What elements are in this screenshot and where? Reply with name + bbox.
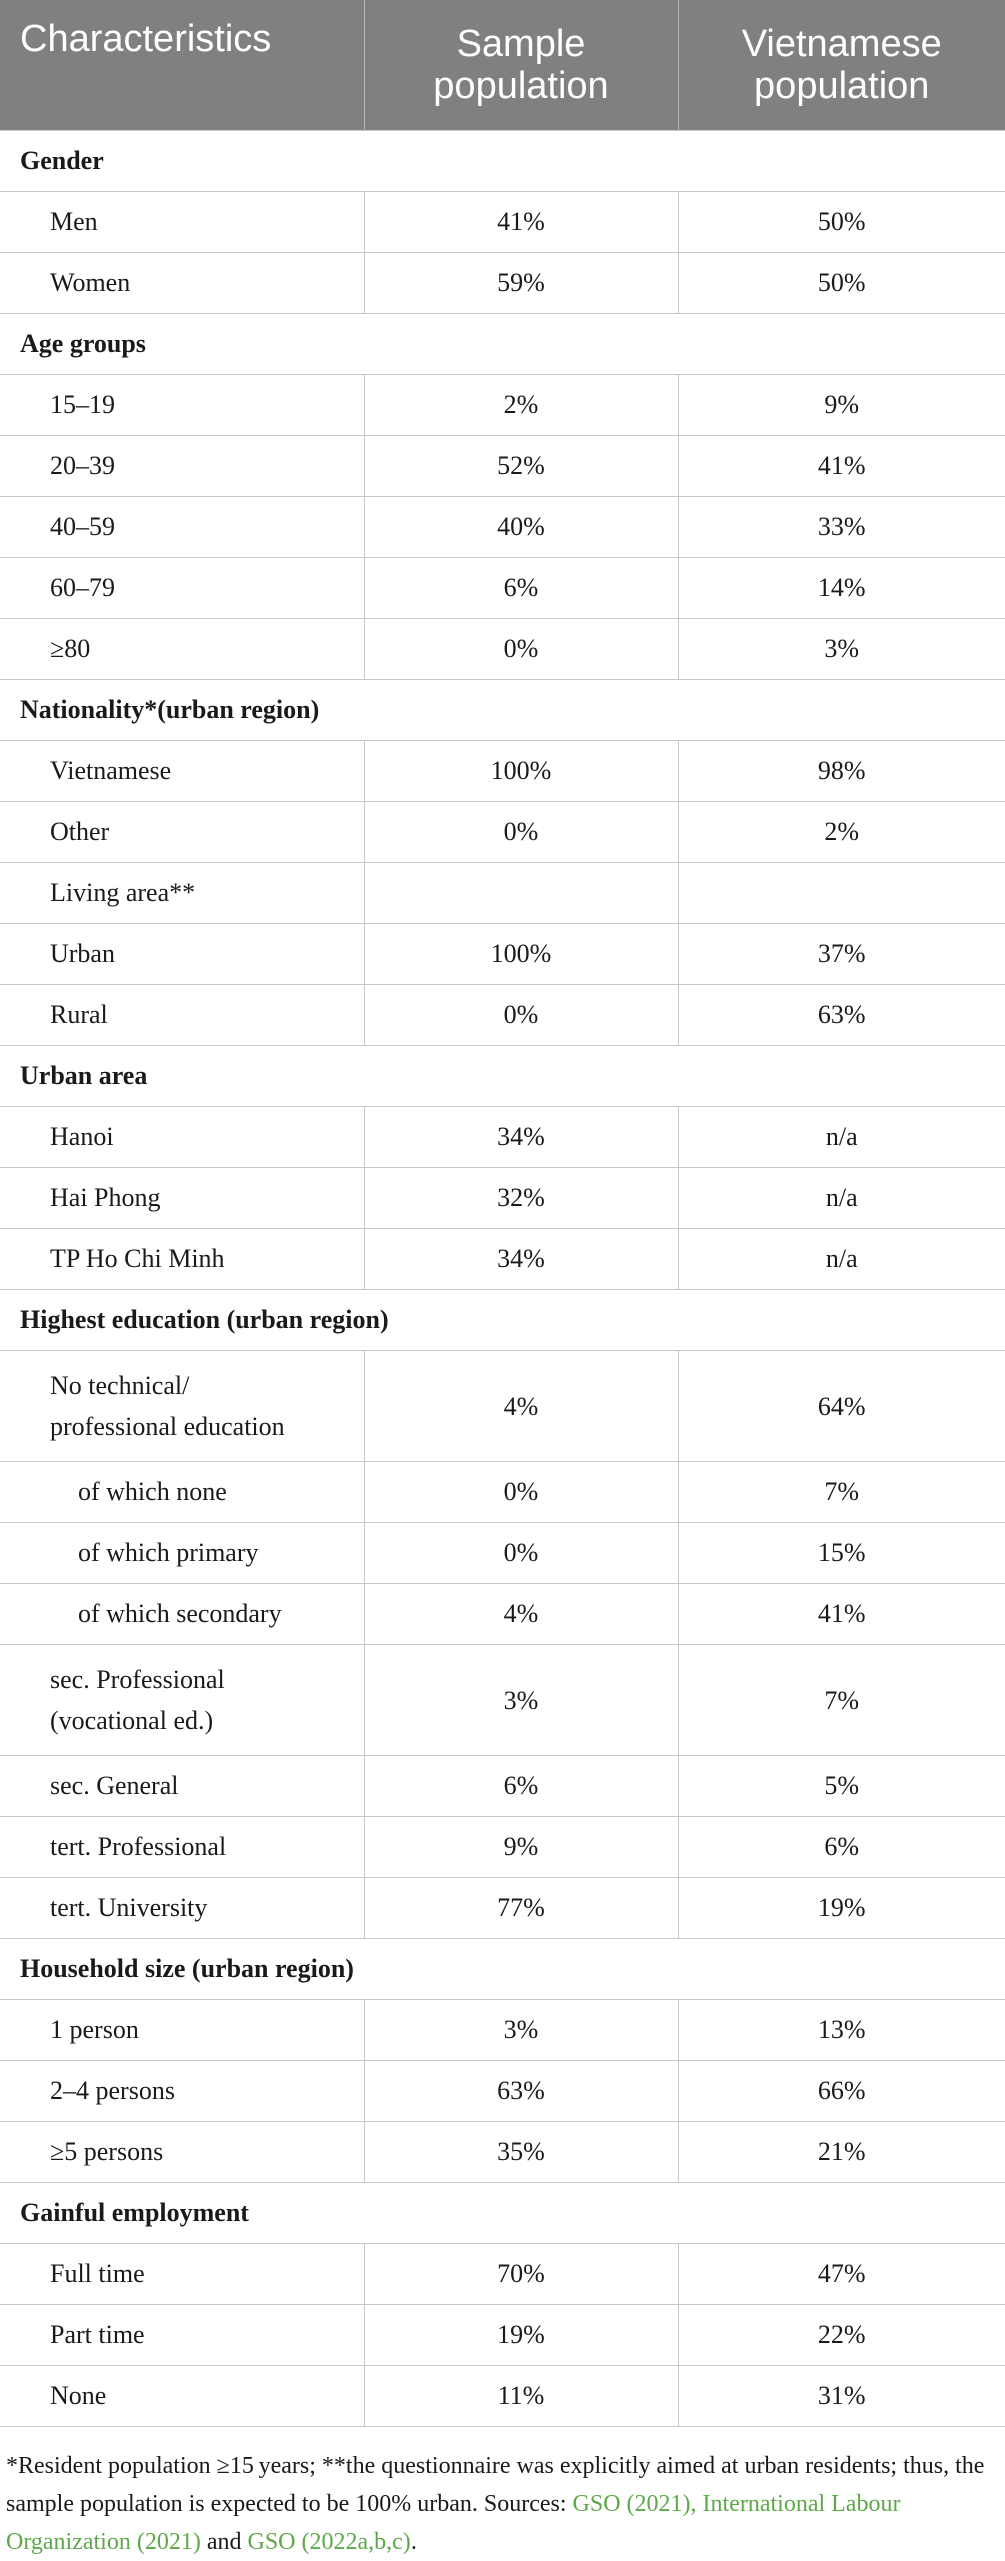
sample-value: 100% (364, 741, 678, 802)
vietnamese-value: 47% (678, 2244, 1005, 2305)
table-row (0, 802, 1005, 863)
sample-value: 6% (364, 1756, 678, 1817)
table-row (0, 1756, 1005, 1817)
table-row (0, 985, 1005, 1046)
sample-value: 3% (364, 2000, 678, 2061)
vietnamese-value: 98% (678, 741, 1005, 802)
vietnamese-value: 13% (678, 2000, 1005, 2061)
table-row (0, 558, 1005, 619)
sample-value: 0% (364, 619, 678, 680)
sample-value: 77% (364, 1878, 678, 1939)
table-body (0, 131, 1005, 2427)
row-label: 2–4 persons (0, 2061, 364, 2122)
row-label: TP Ho Chi Minh (0, 1229, 364, 1290)
vietnamese-value: n/a (678, 1168, 1005, 1229)
row-label: 60–79 (0, 558, 364, 619)
sample-value: 100% (364, 924, 678, 985)
table-row (0, 1878, 1005, 1939)
table-row (0, 1168, 1005, 1229)
section-header-row (0, 1290, 1005, 1351)
vietnamese-value: 7% (678, 1645, 1005, 1756)
header-sample-line2: population (433, 65, 609, 107)
footnote-source-1[interactable]: GSO (2021), International Labour Organization (2021) (6, 2491, 901, 2555)
header-vn-line1: Vietnamese (741, 23, 942, 65)
section-header-row (0, 2183, 1005, 2244)
vietnamese-value: 50% (678, 192, 1005, 253)
sample-value: 19% (364, 2305, 678, 2366)
vietnamese-value: 15% (678, 1523, 1005, 1584)
table-row (0, 2366, 1005, 2427)
table-row (0, 1645, 1005, 1756)
row-label (0, 1645, 364, 1756)
vietnamese-value: 7% (678, 1462, 1005, 1523)
row-label: of which primary (0, 1523, 364, 1584)
sample-value: 4% (364, 1584, 678, 1645)
row-label-line2: professional education (50, 1412, 285, 1441)
section-header-row (0, 314, 1005, 375)
header-sample-line1: Sample (456, 23, 586, 65)
row-label: tert. University (0, 1878, 364, 1939)
table-row (0, 1817, 1005, 1878)
vietnamese-value: 50% (678, 253, 1005, 314)
section-label: Gainful employment (0, 2183, 1005, 2244)
row-label: Rural (0, 985, 364, 1046)
row-label: ≥5 persons (0, 2122, 364, 2183)
table-row (0, 619, 1005, 680)
sample-value: 0% (364, 985, 678, 1046)
sample-value: 34% (364, 1229, 678, 1290)
row-label (0, 1351, 364, 1462)
section-header-row (0, 131, 1005, 192)
table-row (0, 1584, 1005, 1645)
row-label: Vietnamese (0, 741, 364, 802)
section-label: Household size (urban region) (0, 1939, 1005, 2000)
section-label: Age groups (0, 314, 1005, 375)
table-row (0, 253, 1005, 314)
vietnamese-value: 5% (678, 1756, 1005, 1817)
sample-value: 70% (364, 2244, 678, 2305)
sample-value: 63% (364, 2061, 678, 2122)
table-row (0, 1523, 1005, 1584)
sample-value: 32% (364, 1168, 678, 1229)
sample-value: 4% (364, 1351, 678, 1462)
row-label-line1: No technical/ (50, 1371, 190, 1400)
row-label: Men (0, 192, 364, 253)
row-label: 1 person (0, 2000, 364, 2061)
section-header-row (0, 1046, 1005, 1107)
vietnamese-value: n/a (678, 1229, 1005, 1290)
table-row (0, 741, 1005, 802)
table-row (0, 924, 1005, 985)
footnote-text-1: *Resident population ≥15 years; **the questionnaire was explicitly aimed at urban residents; thus, the sample population is expected to be 100% urban. Sources: (6, 2453, 985, 2517)
vietnamese-value: 37% (678, 924, 1005, 985)
header-sample-population (364, 0, 678, 131)
row-label: Hanoi (0, 1107, 364, 1168)
sample-value: 34% (364, 1107, 678, 1168)
vietnamese-value: 2% (678, 802, 1005, 863)
row-label: Women (0, 253, 364, 314)
row-label: tert. Professional (0, 1817, 364, 1878)
row-label-line1: sec. Professional (50, 1665, 225, 1694)
vietnamese-value: 21% (678, 2122, 1005, 2183)
header-vietnamese-population (678, 0, 1005, 131)
vietnamese-value: 41% (678, 1584, 1005, 1645)
vietnamese-value: 22% (678, 2305, 1005, 2366)
table-row (0, 2305, 1005, 2366)
row-label: 20–39 (0, 436, 364, 497)
table-row (0, 1107, 1005, 1168)
section-label: Urban area (0, 1046, 1005, 1107)
vietnamese-value: 9% (678, 375, 1005, 436)
sample-value: 35% (364, 2122, 678, 2183)
sample-value: 59% (364, 253, 678, 314)
sample-value: 0% (364, 1462, 678, 1523)
sample-value (364, 863, 678, 924)
table-row (0, 375, 1005, 436)
vietnamese-value: 33% (678, 497, 1005, 558)
header-vn-line2: population (754, 65, 930, 107)
row-label: ≥80 (0, 619, 364, 680)
table-row (0, 1229, 1005, 1290)
row-label: Part time (0, 2305, 364, 2366)
section-header-row (0, 680, 1005, 741)
vietnamese-value: n/a (678, 1107, 1005, 1168)
table-row (0, 2122, 1005, 2183)
row-label: None (0, 2366, 364, 2427)
table-row (0, 436, 1005, 497)
table-row (0, 2061, 1005, 2122)
sample-value: 0% (364, 802, 678, 863)
section-label: Nationality*(urban region) (0, 680, 1005, 741)
row-label: Full time (0, 2244, 364, 2305)
section-label: Highest education (urban region) (0, 1290, 1005, 1351)
sample-value: 11% (364, 2366, 678, 2427)
table-row (0, 863, 1005, 924)
sample-value: 0% (364, 1523, 678, 1584)
vietnamese-value: 63% (678, 985, 1005, 1046)
header-characteristics: Characteristics (0, 0, 364, 131)
vietnamese-value: 3% (678, 619, 1005, 680)
vietnamese-value: 41% (678, 436, 1005, 497)
sample-value: 52% (364, 436, 678, 497)
row-label: Hai Phong (0, 1168, 364, 1229)
footnote-source-2[interactable]: GSO (2022a,b,c) (247, 2529, 411, 2555)
row-label: 40–59 (0, 497, 364, 558)
footnote-text-3: . (410, 2529, 417, 2555)
sample-value: 6% (364, 558, 678, 619)
table-row (0, 497, 1005, 558)
section-label: Gender (0, 131, 1005, 192)
row-label-line2: (vocational ed.) (50, 1706, 214, 1735)
row-label: of which secondary (0, 1584, 364, 1645)
table-row (0, 1351, 1005, 1462)
sample-value: 41% (364, 192, 678, 253)
vietnamese-value: 31% (678, 2366, 1005, 2427)
vietnamese-value: 19% (678, 1878, 1005, 1939)
vietnamese-value: 14% (678, 558, 1005, 619)
sample-value: 2% (364, 375, 678, 436)
row-label: Other (0, 802, 364, 863)
table-header (0, 0, 1005, 131)
table-row (0, 192, 1005, 253)
table-footnote (0, 2427, 1005, 2561)
row-label: Urban (0, 924, 364, 985)
vietnamese-value (678, 863, 1005, 924)
row-label: Living area** (0, 863, 364, 924)
footnote-text-2: and (200, 2529, 248, 2555)
row-label: of which none (0, 1462, 364, 1523)
table-row (0, 1462, 1005, 1523)
sample-value: 3% (364, 1645, 678, 1756)
section-header-row (0, 1939, 1005, 2000)
table-row (0, 2244, 1005, 2305)
row-label: sec. General (0, 1756, 364, 1817)
table-row (0, 2000, 1005, 2061)
sample-value: 9% (364, 1817, 678, 1878)
sample-value: 40% (364, 497, 678, 558)
vietnamese-value: 6% (678, 1817, 1005, 1878)
row-label: 15–19 (0, 375, 364, 436)
vietnamese-value: 66% (678, 2061, 1005, 2122)
vietnamese-value: 64% (678, 1351, 1005, 1462)
